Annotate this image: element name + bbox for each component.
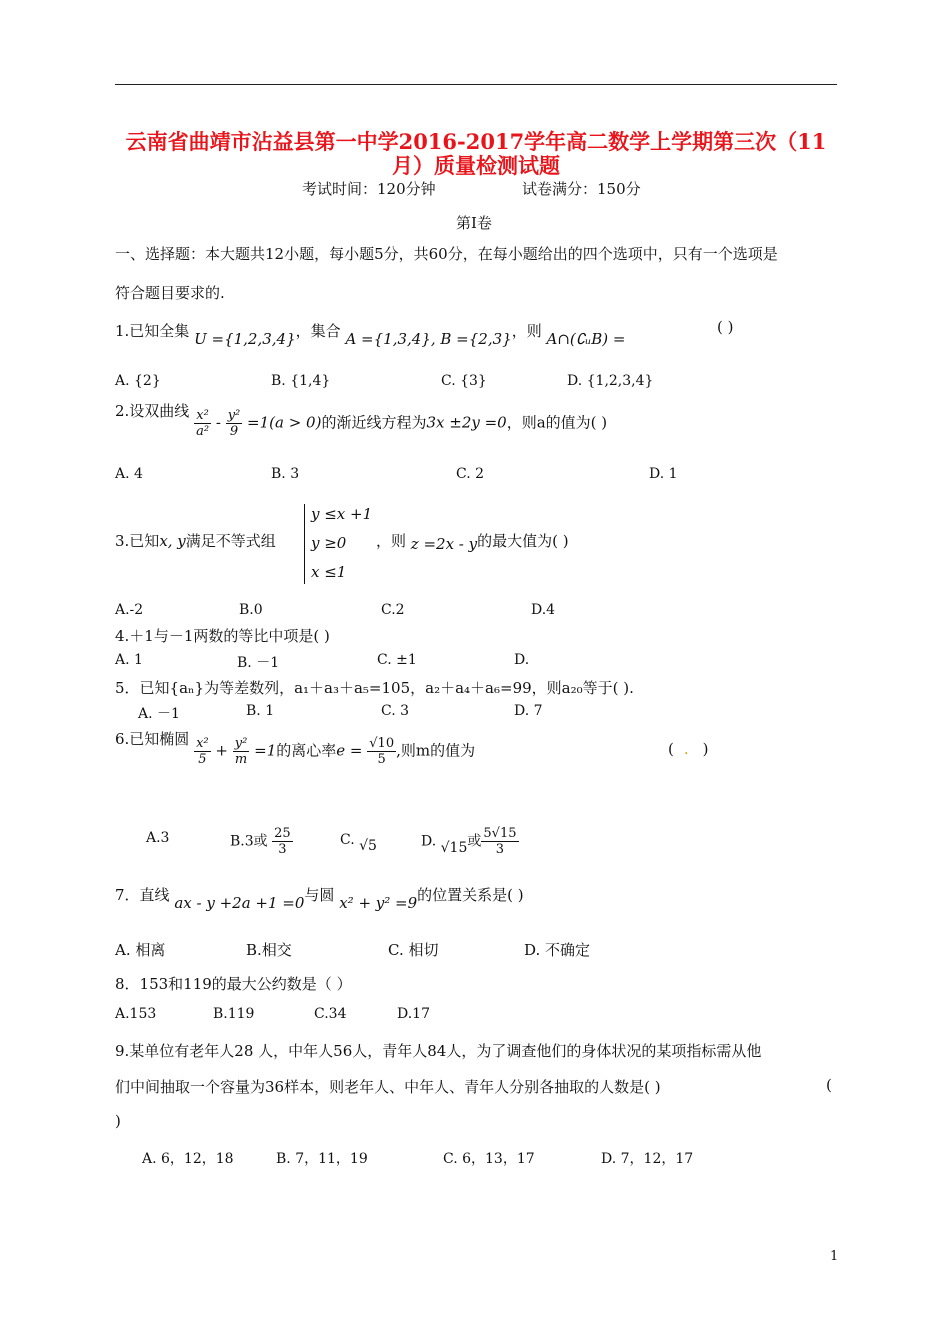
q9-option-c: C. 6，13，17 [443, 1151, 535, 1167]
q4-option-b: B. －1 [237, 655, 280, 671]
q3-suffix-group [376, 530, 569, 551]
q9-option-a: A. 6，12，18 [142, 1151, 234, 1167]
q2-fraction-y [226, 408, 243, 439]
q1-option-c: C. {3} [441, 373, 487, 389]
q2-tail: ，则a的值为( ) [506, 413, 608, 432]
q2-minus: - [215, 413, 221, 432]
q2-prefix: 2.设双曲线 [115, 401, 190, 420]
q6-e-den: 5 [377, 752, 386, 767]
q1-option-b: B. {1,4} [271, 373, 331, 389]
q5-option-b: B. 1 [246, 703, 275, 719]
q6-option-d-value: √15 [440, 839, 468, 856]
question-8: 8．153和119的最大公约数是（ ） [115, 975, 352, 993]
q2-asymptote: 3x ±2y =0 [426, 413, 507, 432]
q6-option-d-num: 5√15 [483, 826, 517, 841]
q9-extra-paren-open: ( [826, 1076, 832, 1094]
q1-answer-paren: ( ) [717, 318, 734, 336]
q6-tail: ,则m的值为 [396, 741, 476, 760]
q7-option-c: C. 相切 [388, 941, 439, 959]
q3-constraint-2: y ≥0 [311, 534, 347, 552]
q7-prefix: 7．直线 [115, 886, 170, 904]
page-number: 1 [830, 1249, 839, 1264]
q1-mid: ，集合 [295, 322, 341, 340]
q3-option-d: D.4 [531, 602, 556, 618]
q6-option-d-fraction [481, 826, 518, 857]
q2-option-d: D. 1 [649, 466, 678, 482]
q3-mid: 满足不等式组 [185, 532, 276, 550]
q6-frac-y-num: y² [234, 736, 248, 751]
q7-line-equation: ax - y +2a +1 =0 [174, 894, 305, 912]
q2-condition: =1(a > 0) [247, 413, 322, 432]
q6-dot-mark: . [683, 740, 689, 758]
q4-option-a: A. 1 [115, 652, 143, 668]
q3-option-c: C.2 [381, 602, 405, 618]
q6-frac-x-den: 5 [198, 752, 207, 767]
q3-constraint-1: y ≤x +1 [311, 505, 373, 523]
title-line-1: 云南省曲靖市沾益县第一中学2016-2017学年高二数学上学期第三次（11 [125, 129, 827, 154]
q3-tail: 的最大值为( ) [477, 532, 569, 550]
q6-plus: + [215, 741, 228, 760]
q2-frac-y-num: y² [227, 408, 241, 423]
q9-option-d: D. 7，12，17 [601, 1151, 694, 1167]
q9-option-b: B. 7，11，19 [276, 1151, 368, 1167]
q6-eq: =1 [254, 741, 277, 760]
q3-system-brace [304, 504, 305, 584]
q8-option-c: C.34 [314, 1006, 347, 1022]
q2-frac-x-num: x² [194, 408, 211, 424]
q3-then: ，则 [376, 532, 407, 550]
q6-fraction-x [194, 736, 211, 767]
q1-then: ，则 [511, 322, 542, 340]
q6-paren-right: ) [702, 740, 709, 758]
q2-frac-x-den: a² [196, 424, 210, 439]
q1-option-a: A. {2} [115, 373, 161, 389]
q1-option-d: D. {1,2,3,4} [567, 373, 654, 389]
q4-option-c: C. ±1 [377, 652, 417, 668]
q7-option-d: D. 不确定 [524, 941, 591, 959]
q6-option-c-value: √5 [359, 838, 377, 854]
q6-frac-y-den: m [234, 752, 248, 767]
header-rule [115, 84, 837, 85]
title-line-2: 月）质量检测试题 [392, 153, 560, 178]
question-7 [115, 884, 524, 912]
q3-vars: x, y [159, 532, 186, 550]
q6-option-b-label: B.3或 [230, 833, 268, 850]
q6-option-b-den: 3 [278, 842, 287, 857]
full-score: 试卷满分：150分 [522, 180, 641, 198]
volume-label: 第Ⅰ卷 [456, 214, 492, 232]
q3-constraint-3: x ≤1 [311, 563, 347, 581]
q3-option-b: B.0 [239, 602, 263, 618]
q6-option-d [421, 826, 519, 857]
q7-mid: 与圆 [304, 886, 335, 904]
q6-eccentricity [367, 736, 396, 767]
q6-answer-paren [668, 740, 709, 758]
q6-option-c [340, 832, 377, 854]
q7-option-b: B.相交 [246, 941, 292, 959]
q6-option-d-or: 或 [467, 833, 482, 850]
q6-option-b [230, 826, 293, 857]
q8-option-a: A.153 [115, 1006, 157, 1022]
question-9-line-2: 们中间抽取一个容量为36样本，则老年人、中年人、青年人分别各抽取的人数是( ) [115, 1078, 661, 1096]
question-1 [115, 320, 626, 348]
section-instructions-line-2: 符合题目要求的. [115, 284, 225, 302]
q6-option-b-fraction [272, 826, 293, 857]
q8-option-d: D.17 [397, 1006, 430, 1022]
q2-mid: 的渐近线方程为 [321, 413, 427, 432]
q4-option-d: D. [514, 652, 530, 668]
q5-option-c: C. 3 [381, 703, 410, 719]
question-6 [115, 729, 476, 767]
q7-option-a: A. 相离 [115, 941, 166, 959]
q6-paren-left: ( [668, 740, 674, 758]
q6-e: e = [336, 741, 363, 760]
question-2 [115, 401, 608, 439]
exam-time: 考试时间：120分钟 [302, 180, 436, 198]
q8-option-b: B.119 [213, 1006, 255, 1022]
q2-frac-y-den: 9 [229, 424, 239, 439]
q1-sets-ab: A ={1,3,4}, B ={2,3} [345, 330, 512, 348]
q6-fraction-y [233, 736, 250, 767]
q2-fraction-x [194, 408, 211, 439]
q3-prefix: 3.已知 [115, 532, 160, 550]
section-instructions-line-1: 一、选择题：本大题共12小题，每小题5分，共60分，在每小题给出的四个选项中，只有一个选项是 [115, 245, 778, 263]
q7-circle-equation: x² + y² =9 [339, 894, 418, 912]
q9-extra-paren-close: ) [115, 1112, 121, 1130]
q7-tail: 的位置关系是( ) [417, 886, 524, 904]
q6-option-a: A.3 [146, 830, 170, 846]
q1-expression: A∩(∁ᵤB) = [546, 330, 626, 348]
q2-option-c: C. 2 [456, 466, 485, 482]
q6-mid: 的离心率 [276, 741, 337, 760]
q5-option-d: D. 7 [514, 703, 543, 719]
q6-frac-x-num: x² [196, 736, 209, 751]
q6-option-d-den: 3 [495, 842, 505, 857]
q6-option-c-label: C. [340, 832, 355, 848]
q6-e-num: √10 [369, 736, 395, 751]
q6-option-d-label: D. [421, 833, 437, 850]
question-9-line-1: 9.某单位有老年人28 人，中年人56人，青年人84人，为了调查他们的身体状况的某项指标需从他 [115, 1042, 762, 1060]
q3-option-a: A.-2 [115, 602, 144, 618]
q5-option-a: A. －1 [138, 706, 180, 722]
q1-set-u: U ={1,2,3,4} [194, 330, 296, 348]
q3-objective: z =2x - y [410, 535, 478, 553]
q1-prefix: 1.已知全集 [115, 322, 190, 340]
question-4: 4.＋1与－1两数的等比中项是( ) [115, 627, 330, 645]
q3-prefix-group [115, 530, 276, 551]
q6-option-b-num: 25 [274, 826, 291, 841]
q2-option-b: B. 3 [271, 466, 300, 482]
q2-option-a: A. 4 [115, 466, 143, 482]
q6-prefix: 6.已知椭圆 [115, 729, 190, 748]
question-5: 5．已知{aₙ}为等差数列，a₁＋a₃＋a₅=105，a₂＋a₄＋a₆=99，则a₂₀等于( ). [115, 679, 634, 697]
